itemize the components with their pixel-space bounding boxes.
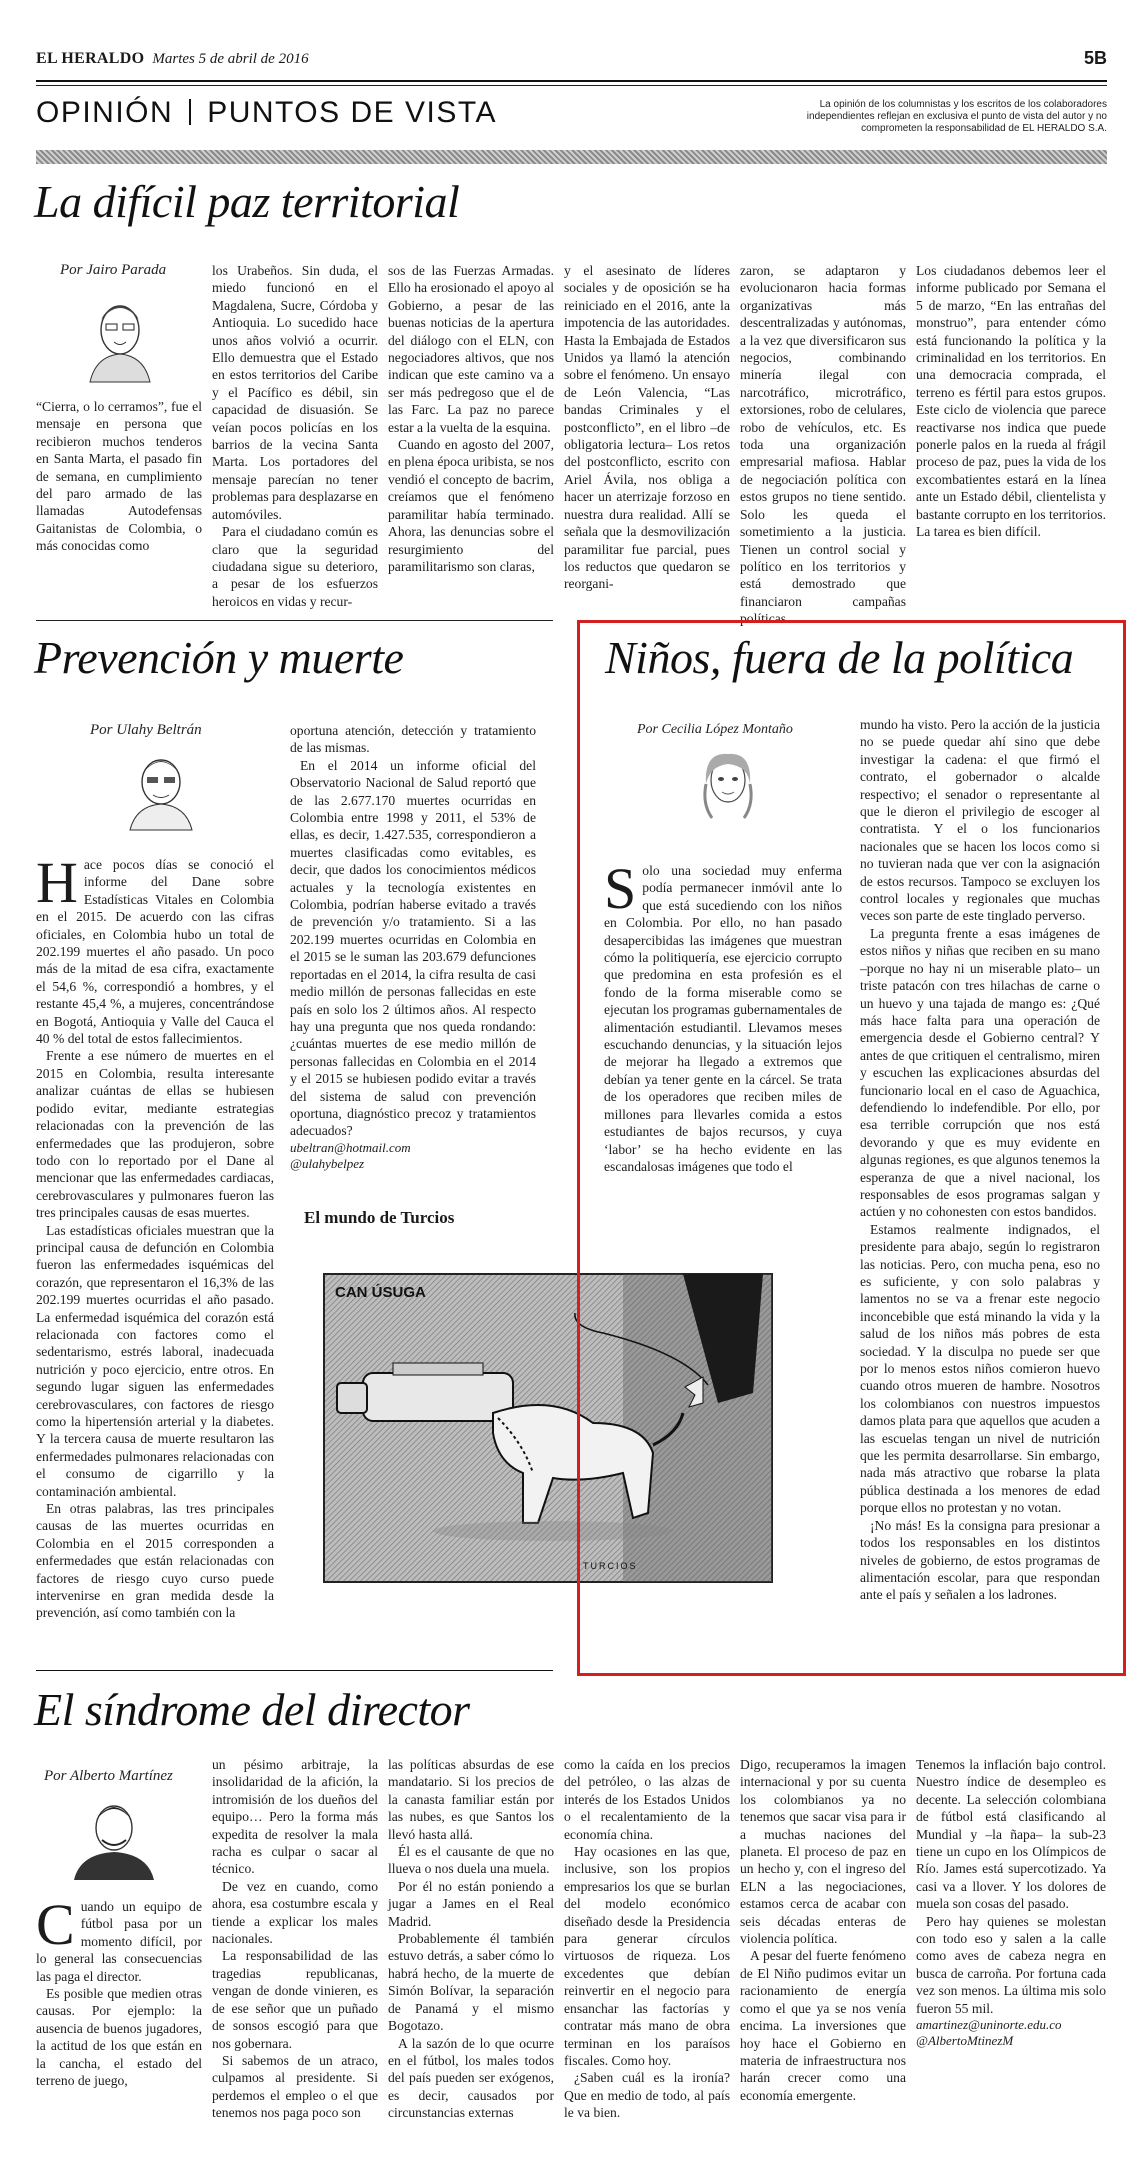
- art4-col3-p1: las políticas absurdas de ese mandatario. Si los precios de la canasta familiar están por las nubes, es que Santos los llevó hasta allá.: [388, 1757, 554, 1842]
- art1-col4: [564, 262, 730, 607]
- art4-col3-p4: Probablemente él también estuvo detrás, a saber cómo lo habrá hecho, de la muerte de Simón Bolívar, la separación de Panamá y el mismo Bogotazo.: [388, 1931, 554, 2034]
- art3-col2-p3: Estamos realmente indignados, el presidente para abajo, según lo registraron las noticias. Pero, con mucha pena, eso no es suficiente, y con solo palabras y lamentos no se va a frenar este negocio inconcebible que está minando la vida y la salud de los niños más pobres de esta sociedad. Y la disculpa no puede ser que por lo menos estos niños comieron huevo cuando otros mueren de hambre. Nosotros los colombianos con nuestros impuestos damos plata para que aquellos que acuden a las escuelas tengan un nivel de nutrición que les permita desarrollarse. Sin embargo, nada más atractivo que robarse la plata pública destinada a los menores de edad porque ellos no protestan y no votan.: [860, 1221, 1100, 1516]
- portrait-ulahy-beltran: [126, 746, 196, 830]
- brand-name: EL HERALDO: [36, 50, 145, 67]
- art3-col1-p1: [604, 856, 842, 1175]
- art2-col2: [290, 722, 536, 1171]
- art3-col2-p1: mundo ha visto. Pero la acción de la justicia no se puede quedar ahí sino que debe investigar la cadena: el que firmó el contrato, el gobernador o alcalde respectivo; el senador o representante al que le dieron el privilegio de escoger al contratista. Y el o los funcionarios nacionales que se hacen los locos como si no tuvieran nada que ver con la asignación de estos recursos. Tampoco se excluyen los control locales y regionales que muchas veces son parte de este tinglado perverso.: [860, 717, 1100, 924]
- art1-col5-text: zaron, se adaptaron y evolucionaron hacia formas organizativas más descentralizadas y autónomas, a la vez que diversificaron sus negocios, combinando minería ilegal con narcotráfico, microtráfico, extorsiones, robo de celulares, robo de vehículos, etc. Es toda una organización empresarial mafiosa. Hablar de negociación política con estos grupos no tiene sentido. Solo les queda el sometimiento a la justicia. Tienen un control social y político en los territorios y está demostrado que financiaron campañas políticas.: [740, 263, 906, 627]
- art4-col4-p2: Hay ocasiones en las que, inclusive, son los propios empresarios los que se burlan del modelo económico diseñado desde la Presidencia para generar círculos virtuosos de riqueza. Los excedentes que debían reinvertir en el negocio para ensanchar las factorías y contratar más mano de obra terminan en los paraísos fiscales. Como hoy.: [564, 1844, 730, 2068]
- art2-col2-p2: En el 2014 un informe oficial del Observatorio Nacional de Salud reportó que de las 2.677.170 muertes ocurridas en Colombia entre 1998 y 2011, el 53% de ellas, es decir, 1.427.535, correspondieron a muertes clasificadas como evitables, es decir, que dados los conocimientos médicos actuales y la tecnología existentes en Colombia, podrían haberse evitado a través de prevención y/o tratamiento. Si a las 202.199 muertes ocurridas en Colombia en el 2015 se le suman las 203.679 defunciones reportadas en el 2014, la cifra resulta de casi medio millón de personas fallecidas en este país en solo los 2 últimos años. Al respecto hay una pregunta que nos queda rondando: ¿cuántas muertes de ese medio millón de personas fallecidas en Colombia en el 2014 y el 2015 se hubiesen podido evitar a través del sistema de salud con prevención oportuna, diagnóstico precoz y tratamientos adecuados?: [290, 757, 536, 1139]
- art4-col4-p3: ¿Saben cuál es la ironía? Que en medio de todo, al país le va bien.: [564, 2070, 730, 2121]
- art3-col2-p4: ¡No más! Es la consigna para presionar a todos los responsables en los distintos niveles de gobierno, de estos programas de alimentación escolar, para que respondan ante el país y señalen a los ladrones.: [860, 1517, 1100, 1603]
- art3-col2: [860, 716, 1100, 1656]
- section-opinion: OPINIÓN: [36, 96, 174, 129]
- editorial-disclaimer: La opinión de los columnistas y los escritos de los colaboradores independientes reflejan en exclusiva el punto de vista del autor y no comprometen la responsabilidad de EL HERALDO S.A.: [806, 99, 1107, 134]
- masthead: [36, 50, 309, 68]
- art4-col5-p2: A pesar del fuerte fenómeno de El Niño pudimos evitar un racionamiento de energía como el que ya se nos venía encima. La inversiones que hoy hace el Gobierno en materia de infraestructura nos harán crecer como una economía emergente.: [740, 1948, 906, 2103]
- art3-col1: [604, 856, 842, 1320]
- art4-col4-p1: como la caída en los precios del petróleo, o las alzas de interés de los Estados Unidos o el recalentamiento de la economía china.: [564, 1757, 730, 1842]
- byline-alberto-martinez: Por Alberto Martínez: [44, 1768, 173, 1784]
- art1-col2-p1: los Urabeños. Sin duda, el miedo funcionó en el Magdalena, Sucre, Córdoba y Antioquia. Lo sucedido hace unos años volvió a ocurrir. Ello demuestra que el Estado en estos territorios del Caribe y el Pacífico es débil, sin capacidad de disuasión. Se veían pocos policías en los barrios de la vecina Santa Marta. Los portadores del mensaje parecían no tener problemas para desplazarse en automóviles.: [212, 263, 378, 522]
- art4-col2-p2: De vez en cuando, como ahora, esa costumbre escala y tiende a explicar los males nacionales.: [212, 1878, 378, 1947]
- byline-ulahy-beltran: Por Ulahy Beltrán: [90, 722, 202, 738]
- art4-col3-p3: Por él no están poniendo a jugar a James en el Real Madrid.: [388, 1878, 554, 1929]
- divider-1: [36, 620, 553, 621]
- issue-date: Martes 5 de abril de 2016: [152, 51, 309, 67]
- section-divider: [189, 99, 191, 125]
- art4-col2: [212, 1756, 378, 2144]
- portrait-cecilia-lopez: [692, 744, 764, 828]
- art4-col4: [564, 1756, 730, 2144]
- art1-col2: [212, 262, 378, 607]
- section-header: [36, 96, 497, 130]
- article-title-prevencion: Prevención y muerte: [34, 632, 404, 683]
- art4-col2-p4: Si sabemos de un atraco, culpamos al presidente. Si perdemos el empleo o el que tenemos nos paga poco son: [212, 2052, 378, 2121]
- art2-email: ubeltran@hotmail.com: [290, 1139, 411, 1155]
- art4-col3-p5: A la sazón de lo que ocurre en el fútbol, los males todos del país pueden ser exógenos, es decir, causados por circunstancias externas: [388, 2035, 554, 2121]
- portrait-alberto-martinez: [72, 1792, 156, 1880]
- art4-col3: [388, 1756, 554, 2144]
- art4-handle: @AlbertoMtinezM: [916, 2033, 1014, 2049]
- page-number: 5B: [1083, 48, 1107, 68]
- art4-dropcap: C: [36, 1892, 75, 1957]
- art1-col2-p2: Para el ciudadano común es claro que la seguridad ciudadana sigue su deterioro, a pesar de los esfuerzos heroicos en vidas y recur-: [212, 524, 378, 609]
- art2-handle: @ulahybelpez: [290, 1155, 365, 1171]
- art3-col2-p2: La pregunta frente a esas imágenes de estos niños y niñas que reciben en su mano –porque no hay ni un miserable plato– un triste patacón con tres hilachas de carne o un huevo y una tajada de mango es: ¿Qué más hace falta para una operación de emergencia desde el Gobierno central? Y antes de que critiquen el centralismo, miren y escuchen las explicaciones absurdas del funcionario local en el caso de Aguachica, defendiendo lo indefendible. Por ello, por esa terrible corrupción que nos está devorando y que es muy evidente en algunas regiones, es que algunos tenemos la esperanza de que a nivel nacional, los responsables de esos programas salgan y actúen y no cohonesten con estos bandidos.: [860, 925, 1100, 1220]
- article-title-paz: La difícil paz territorial: [34, 176, 460, 227]
- art4-col6-p2: Pero hay quienes se molestan con todo eso y salen a la calle como aves de cabeza negra en busca de carroña. Por fortuna cada vez son menos. La última mis solo fueron 55 mil.: [916, 1913, 1106, 2016]
- art4-col1-text: uando un equipo de fútbol pasa por un momento difícil, por lo general las consecuencias las paga el director.: [36, 1899, 202, 1984]
- art1-col3-p2: Cuando en agosto del 2007, en plena época uribista, se nos vendió el concepto de bacrim, creíamos que el fenómeno paramilitar había terminado. Ahora, las denuncias sobre el resurgimiento del paramilitarismo son claras,: [388, 437, 554, 574]
- art1-col3-p1: sos de las Fuerzas Armadas. Ello ha erosionado el apoyo al Gobierno, a pesar de las buenas noticias de la apertura del diálogo con el ELN, con negociadores altivos, que nos indican que este camino va a ser más pedregoso que el de las Farc. La paz no parece estar a la vuelta de la esquina.: [388, 263, 554, 435]
- article-title-ninos: Niños, fuera de la política: [605, 632, 1074, 683]
- byline-cecilia-lopez: Por Cecilia López Montaño: [637, 722, 793, 737]
- art4-email: amartinez@uninorte.edu.co: [916, 2017, 1062, 2033]
- art1-col1-text: “Cierra, o lo cerramos”, fue el mensaje en persona que recibieron muchos tenderos en Santa Marta, el pasado fin de semana, en cumplimiento del paro armado de las llamadas Autodefensas Gaitanistas de Colombia, o más conocidas como: [36, 399, 202, 554]
- art4-col1-p1: [36, 1892, 202, 1985]
- art1-col1: [36, 398, 202, 608]
- art2-col1-p2: Frente a ese número de muertes en el 2015 en Colombia, resulta interesante analizar cuántas de ellas se hubiesen podido evitar, mediante estrategias relacionadas con la prevención de las enfermedades que las produjeron, sobre todo con lo reportado por el Dane al mencionar que las enfermedades cardiacas, cerebrovasculares y pulmonares fueron las tres principales causas de esas muertes.: [36, 1048, 274, 1221]
- art4-col6: [916, 1756, 1106, 2144]
- divider-2: [36, 1670, 553, 1671]
- art4-col6-p1: Tenemos la inflación bajo control. Nuestro índice de desempleo es decente. La selección colombiana de fútbol está clasificando al Mundial y –la ñapa– la sub-23 tiene un cupo en los Olímpicos de Río. James está supercotizado. Ya casi va a llover. Y los dolores de muela son cosas del pasado.: [916, 1757, 1106, 1912]
- art4-col1-p2: Es posible que medien otras causas. Por ejemplo: la ausencia de buenos jugadores, la actitud de los que están en la cancha, el estado del terreno de juego,: [36, 1986, 202, 2089]
- art2-col1-p1-text: ace pocos días se conoció el informe del Dane sobre Estadísticas Vitales en Colombia en el 2015. De acuerdo con las cifras oficiales, en Colombia hubo un total de 202.199 muertes el año pasado. Un poco más de la mitad de esa cifra, exactamente el 54,6 %, correspondió a hombres, y el restante 45,4 %, a mujeres, concentrándose en Bogotá, Antioquia y Valle del Cauca el 40 % del total de estos fallecimientos.: [36, 857, 274, 1047]
- art1-col6: [916, 262, 1106, 607]
- art2-col1-p1: [36, 850, 274, 1047]
- cartoon-label: CAN ÚSUGA: [335, 1284, 426, 1301]
- masthead-rule: [36, 80, 1107, 82]
- art2-col2-p1: oportuna atención, detección y tratamiento de las mismas.: [290, 723, 536, 756]
- art2-col1-p3: Las estadísticas oficiales muestran que la principal causa de defunción en Colombia fueron las enfermedades isquémicas del corazón, que representaron el 16,3% de las 202.199 muertes ocurridas el año pasado. La enfermedad isquémica del corazón está relacionada con factores como el sedentarismo, estrés laboral, inadecuada nutrición y poco ejercicio, entre otros. En segundo lugar siguen las enfermedades cerebrovasculares, con factores de riesgo como la hipertensión arterial y la diabetes. Y la tercera causa de muerte resultaron las enfermedades pulmonares relacionadas con el consumo de cigarrillo y la contaminación ambiental.: [36, 1222, 274, 1499]
- art1-col6-text: Los ciudadanos debemos leer el informe publicado por Semana el 5 de marzo, “En las entrañas del monstruo”, para entender cómo está funcionando la política y la criminalidad en los territorios. En una democracia comprada, el terreno es fértil para estos grupos. Este ciclo de violencia que parece reactivarse nos indica que puede ponerle palos en la rueda al frágil proceso de paz, pues la vida de los excombatientes estará en la línea ante un Estado débil, clientelista y bastante corrupto en los territorios. La tarea es bien difícil.: [916, 263, 1106, 540]
- art1-col3: [388, 262, 554, 607]
- masthead-rule-thin: [36, 85, 1107, 86]
- art4-col1: [36, 1892, 202, 2144]
- art4-col5-p1: Digo, recuperamos la imagen internacional y por su cuenta los colombianos ya no tenemos que sacar visa para ir a muchas naciones del planeta. El proceso de paz en un hecho y, con el ingreso del ELN a las negociaciones, estamos cerca de acabar con seis décadas enteras de violencia política.: [740, 1757, 906, 1947]
- byline-jairo-parada: Por Jairo Parada: [60, 262, 167, 278]
- art1-col4-text: y el asesinato de líderes sociales y de oposición se ha reiniciado en el 2016, ante la impotencia de las autoridades. Hasta la Embajada de Estados Unidos ya llamó la atención sobre el fenómeno. Un ensayo de León Valencia, “Las bandas Criminales y el postconflicto”, en el libro –de obligatoria lectura– Los retos del postconflicto, escrito con Ariel Ávila, nos obliga a hacer un aterrizaje forzoso en nuestra dura realidad. Allí se señala que la desmovilización paramilitar fue parcial, pues los reductos que quedaron se reorgani-: [564, 263, 730, 592]
- art4-col2-p3: La responsabilidad de las tragedias republicanas, vengan de donde vinieren, es de ese señor que un puñado de sonsos escogió para que nos gobernara.: [212, 1948, 378, 2051]
- art3-dropcap: S: [604, 856, 637, 921]
- cartoon-title: El mundo de Turcios: [304, 1208, 455, 1227]
- art2-col1-p4: En otras palabras, las tres principales causas de las muertes ocurridas en Colombia en el 2015 corresponden a enfermedades que están relacionadas con factores de riesgo cuyo curso puede intervenirse en gran medida desde la prevención, así como también con la: [36, 1501, 274, 1621]
- cartoon-signature: TURCIOS: [583, 1561, 638, 1571]
- portrait-jairo-parada: [86, 290, 154, 382]
- art2-dropcap: H: [36, 850, 78, 915]
- section-pattern-band: [36, 150, 1107, 164]
- article-title-sindrome: El síndrome del director: [34, 1684, 470, 1735]
- art1-col5: [740, 262, 906, 627]
- section-points-of-view: PUNTOS DE VISTA: [207, 96, 497, 129]
- art4-col5: [740, 1756, 906, 2144]
- art4-col2-p1: un pésimo arbitraje, la insolidaridad de la afición, la intromisión de los dueños del equipo… Pero la forma más expedita de resolver la mala racha es culpar o sacar al técnico.: [212, 1757, 378, 1877]
- art3-col1-text: olo una sociedad muy enferma podía permanecer inmóvil ante lo que está sucediendo con los niños en Colombia. Por ello, no han pasado desapercibidas las imágenes que muestran cómo la politiquería, ese ejercicio corrupto que predomina en esta profesión es el fondo de la forma miserable como se ejecutan los programas gubernamentales de alimentación estudiantil. Llevamos meses escuchando denuncias, y la situación lejos de mejorar ha llegado a extremos que debían ya tener gente en la cárcel. Se trata de los operadores que reciben miles de millones para llevarles comida a estos estudiantes de bajos recursos, y cuya ‘labor’ se ha hecho evidente en las escandalosas imágenes que todo el: [604, 863, 842, 1174]
- art4-col3-p2: Él es el causante de que no llueva o nos duela una muela.: [388, 1844, 554, 1877]
